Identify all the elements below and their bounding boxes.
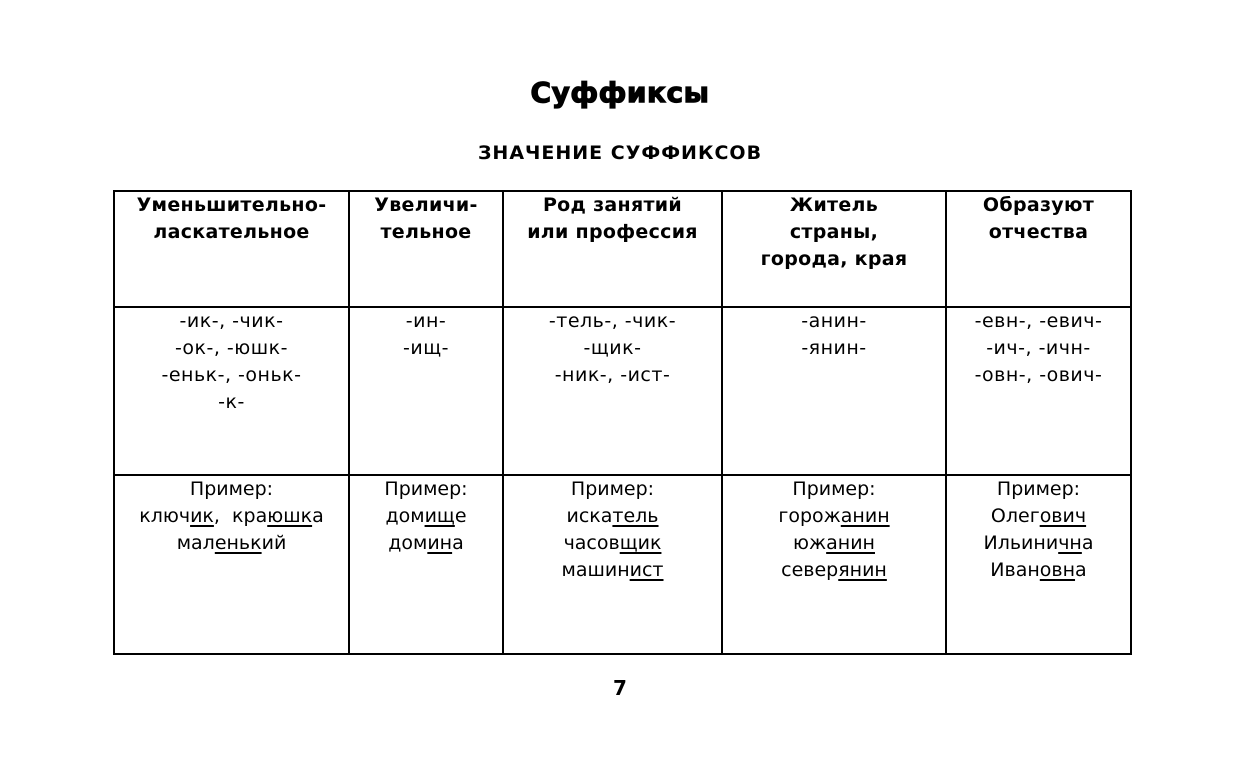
suffix-line: -ин- (405, 310, 447, 332)
header-line: Уменьшительно- (136, 194, 327, 216)
suffixes-cell-profession (503, 307, 722, 475)
suffix-line: -евн-, -евич- (974, 310, 1103, 332)
header-line: Житель (789, 194, 879, 216)
suffix-underline: тель (612, 505, 659, 527)
header-cell-patronymic (946, 191, 1131, 307)
example-line (947, 557, 1130, 584)
suffix-underline: еньк (214, 532, 262, 554)
header-line: страны, (789, 221, 879, 243)
header-line: Образуют (982, 194, 1095, 216)
example-word: горожанин (778, 505, 890, 527)
suffixes-row (114, 307, 1131, 475)
suffix-underline: ин (427, 532, 453, 554)
suffix-line: -к- (218, 391, 245, 413)
header-line: или профессия (527, 221, 698, 243)
example-word: домина (388, 532, 464, 554)
suffix-line: -еньк-, -оньк- (161, 364, 302, 386)
suffix-line: -тель-, -чик- (548, 310, 677, 332)
header-cell-augmentative (349, 191, 503, 307)
example-label: Пример: (792, 478, 876, 500)
suffix-meaning-table (113, 190, 1132, 655)
example-word: Ильинична (983, 532, 1094, 554)
suffix-line: -янин- (801, 337, 867, 359)
header-line: ласкательное (153, 221, 310, 243)
examples-cell-resident (722, 475, 946, 654)
suffix-line: -ищ- (403, 337, 449, 359)
example-line (504, 503, 721, 530)
header-line: города, края (760, 248, 908, 270)
suffixes-cell-patronymic (946, 307, 1131, 475)
suffix-line: -ик-, -чик- (179, 310, 284, 332)
suffix-underline: овн (1039, 559, 1076, 581)
examples-row (114, 475, 1131, 654)
page-title: Суффиксы (530, 76, 710, 109)
example-line (947, 503, 1130, 530)
suffix-underline: анин (826, 532, 875, 554)
suffix-underline: юшк (267, 505, 313, 527)
suffix-underline: ист (629, 559, 664, 581)
examples-cell-profession (503, 475, 722, 654)
suffix-line: -щик- (583, 337, 642, 359)
table-subtitle: ЗНАЧЕНИЕ СУФФИКСОВ (477, 142, 763, 164)
suffix-line: -анин- (801, 310, 867, 332)
suffix-line: -ич-, -ичн- (986, 337, 1091, 359)
example-word: краюшка (232, 505, 324, 527)
suffix-underline: щик (619, 532, 662, 554)
header-row (114, 191, 1131, 307)
example-line (947, 530, 1130, 557)
header-cell-profession (503, 191, 722, 307)
suffix-underline: ович (1039, 505, 1087, 527)
example-label: Пример: (570, 478, 655, 500)
suffix-underline: ищ (424, 505, 455, 527)
suffix-underline: анин (840, 505, 890, 527)
suffix-line: -ок-, -юшк- (175, 337, 288, 359)
suffix-underline: ик (190, 505, 214, 527)
header-line: отчества (988, 221, 1089, 243)
example-word: Олегович (990, 505, 1087, 527)
example-line (115, 503, 348, 530)
example-line (350, 530, 502, 557)
suffix-underline: янин (838, 559, 887, 581)
example-word: искатель (566, 505, 659, 527)
example-line (723, 503, 945, 530)
suffix-line: -ник-, -ист- (554, 364, 671, 386)
example-word: машинист (561, 559, 664, 581)
suffixes-cell-diminutive (114, 307, 349, 475)
example-line (504, 530, 721, 557)
example-line (350, 503, 502, 530)
example-word: ключик, (139, 505, 220, 527)
examples-cell-patronymic (946, 475, 1131, 654)
header-line: Род занятий (542, 194, 683, 216)
suffixes-cell-augmentative (349, 307, 503, 475)
examples-cell-augmentative (349, 475, 503, 654)
examples-cell-diminutive (114, 475, 349, 654)
example-label: Пример: (384, 478, 468, 500)
example-word: южанин (793, 532, 875, 554)
header-cell-resident (722, 191, 946, 307)
example-line (723, 557, 945, 584)
suffix-underline: чн (1058, 532, 1082, 554)
header-cell-diminutive (114, 191, 349, 307)
example-label: Пример: (189, 478, 274, 500)
example-word: часовщик (563, 532, 662, 554)
header-line: тельное (380, 221, 472, 243)
example-line (504, 557, 721, 584)
example-word: маленький (176, 532, 287, 554)
suffixes-cell-resident (722, 307, 946, 475)
example-word: домище (385, 505, 467, 527)
example-label: Пример: (996, 478, 1081, 500)
example-line (723, 530, 945, 557)
header-line: Увеличи- (374, 194, 478, 216)
suffix-line: -овн-, -ович- (974, 364, 1103, 386)
example-word: северянин (781, 559, 887, 581)
example-line (115, 530, 348, 557)
page-number: 7 (613, 676, 627, 700)
example-word: Ивановна (990, 559, 1087, 581)
